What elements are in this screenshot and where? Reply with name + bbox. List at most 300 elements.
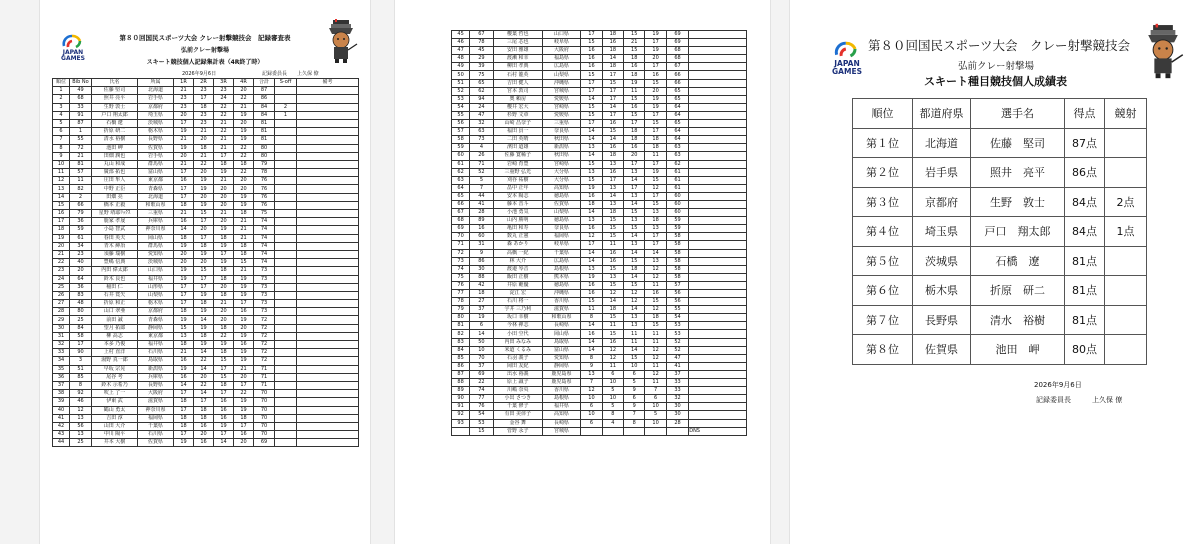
table-cell: 3 [53,103,70,111]
table-cell: 13 [581,265,602,273]
table-cell: 21 [174,210,194,218]
table-cell: 77 [452,290,470,298]
table-cell [297,111,359,119]
table-cell: 20 [174,111,194,119]
table-cell: 渡瀬 和幸 [493,55,542,63]
table-cell [452,427,470,435]
table-cell: 13 [581,370,602,378]
table-cell: 愛知県 [138,250,174,258]
table-cell: 16 [581,281,602,289]
table-cell: 森 あかり [493,241,542,249]
table-cell: 15 [624,31,645,39]
table-cell: 田畑 亮 [92,193,138,201]
table-cell: 石橋 遼 [971,246,1065,276]
table-cell [275,95,297,103]
table-cell: 23 [174,95,194,103]
table-cell: 18 [602,31,623,39]
table-cell: 14 [624,200,645,208]
table-cell: 17 [174,300,194,308]
table-cell: 21 [53,250,70,258]
table-cell: 16 [214,398,234,406]
table-cell: 10 [53,160,70,168]
table-cell [1105,276,1147,306]
table-cell: 70 [470,354,494,362]
table-cell [689,39,747,47]
table-cell: 39 [53,398,70,406]
table-cell: 88 [452,379,470,387]
table-cell: 清水 裕樹 [92,136,138,144]
table-cell: 16 [624,103,645,111]
table-cell: 16 [602,249,623,257]
table-cell: 16 [602,120,623,128]
table-cell: 14 [581,338,602,346]
table-cell: 17 [194,283,214,291]
table-cell: 40 [70,259,92,267]
table-cell [297,381,359,389]
table-cell: 16 [174,373,194,381]
table-cell: 1 [53,87,70,95]
table-cell: 60 [470,233,494,241]
table-cell: 4 [602,419,623,427]
table-cell: 鈴木 良也 [92,275,138,283]
table-row [452,103,747,111]
table-cell: 愛媛県 [542,111,580,119]
table-cell: 17 [602,176,623,184]
table-cell: 9 [624,403,645,411]
table-cell: 83 [70,291,92,299]
table-cell: 58 [666,257,688,265]
table-cell: 70 [254,390,275,398]
table-cell: 7 [581,379,602,387]
table-cell: 18 [624,128,645,136]
table-cell: 63 [666,152,688,160]
table-row [53,119,359,127]
table-cell: 21 [234,234,254,242]
table-row [53,250,359,258]
table-cell: 石羽 義子 [493,354,542,362]
table-row [53,177,359,185]
column-header: 4R [234,79,254,87]
table-cell: 15 [581,103,602,111]
table-cell: 福井県 [138,341,174,349]
table-cell: 18 [53,226,70,234]
table-cell [689,273,747,281]
table-cell: 60 [666,200,688,208]
table-cell: 14 [53,193,70,201]
table-cell: 45 [470,47,494,55]
table-cell: 生野 敦士 [92,103,138,111]
table-cell: 長崎県 [542,419,580,427]
table-cell: 19 [645,168,666,176]
table-cell: 79 [452,306,470,314]
table-cell: 59 [666,217,688,225]
table-cell: 亀田 和寿 [493,225,542,233]
table-cell: 90 [70,349,92,357]
table-row [853,305,1147,335]
table-cell: 17 [174,169,194,177]
table-cell: 91 [452,403,470,411]
table-row [452,387,747,395]
table-cell: 12 [581,387,602,395]
table-cell [275,357,297,365]
table-cell: 長野県 [138,136,174,144]
table-row [452,354,747,362]
table-cell [689,31,747,39]
table-cell: 14 [602,103,623,111]
table-cell: 84 [70,324,92,332]
table-cell: 17 [234,422,254,430]
table-cell: 34 [70,242,92,250]
table-cell [275,406,297,414]
table-cell [689,338,747,346]
venue-name: 弘前クレー射撃場 [958,61,1035,72]
table-cell: 84点 [1065,187,1105,217]
table-cell: 20 [234,177,254,185]
table-cell: 4 [53,111,70,119]
table-cell [275,365,297,373]
table-row [53,373,359,381]
table-cell: 福島県 [542,55,580,63]
table-cell [275,349,297,357]
table-cell: 55 [452,111,470,119]
table-cell [275,275,297,283]
table-cell: 坂口 幸樹 [493,314,542,322]
table-cell: 29 [470,55,494,63]
table-cell: 65 [666,87,688,95]
table-cell: 78 [254,169,275,177]
table-cell: 福井県 [138,275,174,283]
table-cell: 18 [581,200,602,208]
table-cell [689,379,747,387]
table-cell: 20 [214,201,234,209]
record-sheet-page-1 [40,0,370,544]
table-cell: 15 [624,281,645,289]
table-cell: 岡山県 [138,234,174,242]
table-cell: 50 [452,71,470,79]
table-cell: 20 [70,267,92,275]
table-cell: 20 [214,283,234,291]
table-cell: 86点 [1065,158,1105,188]
table-cell: 57 [70,169,92,177]
table-cell: 76 [254,177,275,185]
table-cell: 16 [234,431,254,439]
table-cell: 19 [645,103,666,111]
table-cell: 30 [666,403,688,411]
table-cell: 71 [470,160,494,168]
table-cell: 18 [214,381,234,389]
table-cell: 20 [194,226,214,234]
table-cell: 15 [194,210,214,218]
table-cell: 12 [645,306,666,314]
table-cell: 17 [581,241,602,249]
table-row [452,192,747,200]
table-cell: 15 [602,217,623,225]
table-cell: 17 [645,111,666,119]
table-cell: 15 [214,373,234,381]
table-cell: 73 [254,300,275,308]
table-cell: 61 [666,168,688,176]
table-cell: 39 [470,63,494,71]
table-cell: 56 [666,298,688,306]
table-row [452,184,747,192]
table-cell: 69 [470,370,494,378]
table-cell: 13 [645,225,666,233]
table-cell: 68 [452,217,470,225]
table-cell: 18 [194,414,214,422]
table-cell: 大分県 [542,176,580,184]
table-cell: 大阪府 [542,47,580,55]
table-cell [297,177,359,185]
table-cell: 87点 [1065,128,1105,158]
table-cell: 72 [254,341,275,349]
table-cell: 14 [624,233,645,241]
table-cell: 17 [602,71,623,79]
table-cell: 熊本県 [542,273,580,281]
table-cell: 2 [70,193,92,201]
table-row [452,95,747,103]
table-cell: 豊嶋 信典 [92,259,138,267]
table-cell [689,411,747,419]
table-cell: 前田 誠 [92,316,138,324]
table-cell: 山内 勝明 [493,217,542,225]
table-cell: 18 [624,71,645,79]
table-cell: 16 [470,225,494,233]
table-cell: 石井 賞矢 [92,291,138,299]
table-cell: 32 [470,120,494,128]
table-cell [275,87,297,95]
table-row [53,291,359,299]
table-cell [297,365,359,373]
table-cell: 77 [470,395,494,403]
table-cell [297,414,359,422]
table-row [452,362,747,370]
table-cell: 74 [254,218,275,226]
table-cell [624,427,645,435]
table-cell: 71 [452,241,470,249]
table-cell [689,265,747,273]
table-cell: 21 [234,226,254,234]
table-cell: 19 [174,275,194,283]
table-cell [297,316,359,324]
table-cell: 17 [194,398,214,406]
table-cell: 16 [581,330,602,338]
table-cell: 22 [214,128,234,136]
table-cell: 88 [470,273,494,281]
table-cell: 鹿児島県 [542,370,580,378]
table-cell: 13 [645,209,666,217]
table-cell: 62 [666,160,688,168]
table-cell: 69 [452,225,470,233]
table-row [53,144,359,152]
table-cell: 21 [70,152,92,160]
table-cell: 20 [234,185,254,193]
table-cell [602,427,623,435]
table-cell: 73 [254,283,275,291]
table-cell: 84点 [1065,217,1105,247]
table-cell [297,136,359,144]
table-cell [689,168,747,176]
table-row [53,341,359,349]
table-cell [275,160,297,168]
table-cell [689,290,747,298]
table-cell: 折原 和正 [92,300,138,308]
table-cell [297,119,359,127]
table-cell [689,111,747,119]
table-cell [689,233,747,241]
table-cell [689,225,747,233]
table-cell: 8 [581,314,602,322]
table-cell: 15 [624,354,645,362]
column-header: 合計 [254,79,275,87]
table-cell: 61 [70,234,92,242]
japan-games-rings-icon [832,38,862,60]
table-row [853,246,1147,276]
table-cell: 飯田 正樹 [493,273,542,281]
table-cell: 13 [53,185,70,193]
table-cell: 中川 陽平 [92,431,138,439]
table-cell: 67 [666,63,688,71]
table-cell [689,160,747,168]
table-cell: 20 [174,152,194,160]
table-cell: 59 [666,225,688,233]
table-cell: 58 [452,136,470,144]
table-cell: 33 [70,103,92,111]
table-cell: 64 [666,128,688,136]
table-cell: 17 [645,192,666,200]
table-cell [689,419,747,427]
table-cell: 13 [581,168,602,176]
table-cell: 15 [624,257,645,265]
table-cell: 4 [470,144,494,152]
table-cell [1105,128,1147,158]
table-row [53,226,359,234]
table-cell: 16 [581,290,602,298]
table-cell: 星野 靖耶ﾘｯｸｽ [92,210,138,218]
column-header: 選手名 [971,99,1065,129]
table-row [452,144,747,152]
table-cell: 15 [602,330,623,338]
table-cell: 15 [602,233,623,241]
table-cell: 折原 研二 [971,276,1065,306]
table-cell: 19 [194,291,214,299]
table-cell: 54 [452,103,470,111]
table-cell: 22 [194,160,214,168]
table-row [452,314,747,322]
table-cell: 76 [254,201,275,209]
table-cell: 35 [53,365,70,373]
table-cell: 30 [470,265,494,273]
table-cell [297,357,359,365]
table-row [452,225,747,233]
table-cell: 18 [174,414,194,422]
table-cell: 12 [645,184,666,192]
table-cell: 17 [70,341,92,349]
table-cell: 19 [234,275,254,283]
table-cell: 20 [214,185,234,193]
logo-text: JAPAN GAMES [832,59,862,76]
table-cell [689,144,747,152]
table-cell [297,332,359,340]
table-cell: 89 [452,387,470,395]
table-cell: 14 [194,365,214,373]
table-cell: 京都府 [138,308,174,316]
table-cell: 19 [194,250,214,258]
table-cell: 21 [214,136,234,144]
table-cell: 18 [624,55,645,63]
table-cell: 21 [214,144,234,152]
table-cell: 14 [214,439,234,447]
table-cell: 81点 [1065,246,1105,276]
table-cell: 富山県 [138,169,174,177]
table-cell [275,250,297,258]
table-cell: 26 [53,291,70,299]
table-cell [275,291,297,299]
table-cell [275,308,297,316]
table-cell [689,306,747,314]
table-cell: 20 [174,250,194,258]
table-cell: 島根県 [542,395,580,403]
table-cell: 61 [666,184,688,192]
table-cell: 18 [645,136,666,144]
table-cell: 75 [452,273,470,281]
table-cell: 91 [70,111,92,119]
table-row [853,158,1147,188]
table-cell: 17 [624,160,645,168]
table-cell: 16 [581,192,602,200]
table-row [853,217,1147,247]
table-cell: 山梨県 [138,291,174,299]
table-cell [275,414,297,422]
table-cell [297,152,359,160]
table-cell: 17 [234,300,254,308]
table-cell: 徳島県 [542,192,580,200]
table-cell: 16 [581,225,602,233]
table-cell: 30 [53,324,70,332]
table-cell: 大阪府 [138,390,174,398]
table-cell [275,234,297,242]
table-cell: 13 [645,257,666,265]
table-cell: 宮崎県 [542,160,580,168]
table-cell: 89 [470,217,494,225]
table-cell [689,249,747,257]
table-cell: 21 [234,103,254,111]
table-cell: 18 [470,290,494,298]
table-cell [689,176,747,184]
table-cell: 17 [174,291,194,299]
table-cell: 高知県 [542,184,580,192]
table-cell: 22 [470,379,494,387]
table-cell: 64 [666,111,688,119]
table-cell: 22 [53,259,70,267]
table-row [452,370,747,378]
table-cell [297,242,359,250]
table-row [452,39,747,47]
table-cell [297,373,359,381]
table-cell: 21 [174,87,194,95]
table-cell: 16 [602,168,623,176]
table-cell: 19 [174,365,194,373]
table-cell: 第３位 [853,187,913,217]
table-cell: 12 [645,346,666,354]
table-cell: 65 [666,120,688,128]
table-cell: 84 [452,346,470,354]
table-cell: 18 [174,234,194,242]
table-cell: 吉田 健人 [493,79,542,87]
table-cell [689,241,747,249]
table-cell: 16 [234,341,254,349]
table-cell [275,324,297,332]
table-cell [297,341,359,349]
